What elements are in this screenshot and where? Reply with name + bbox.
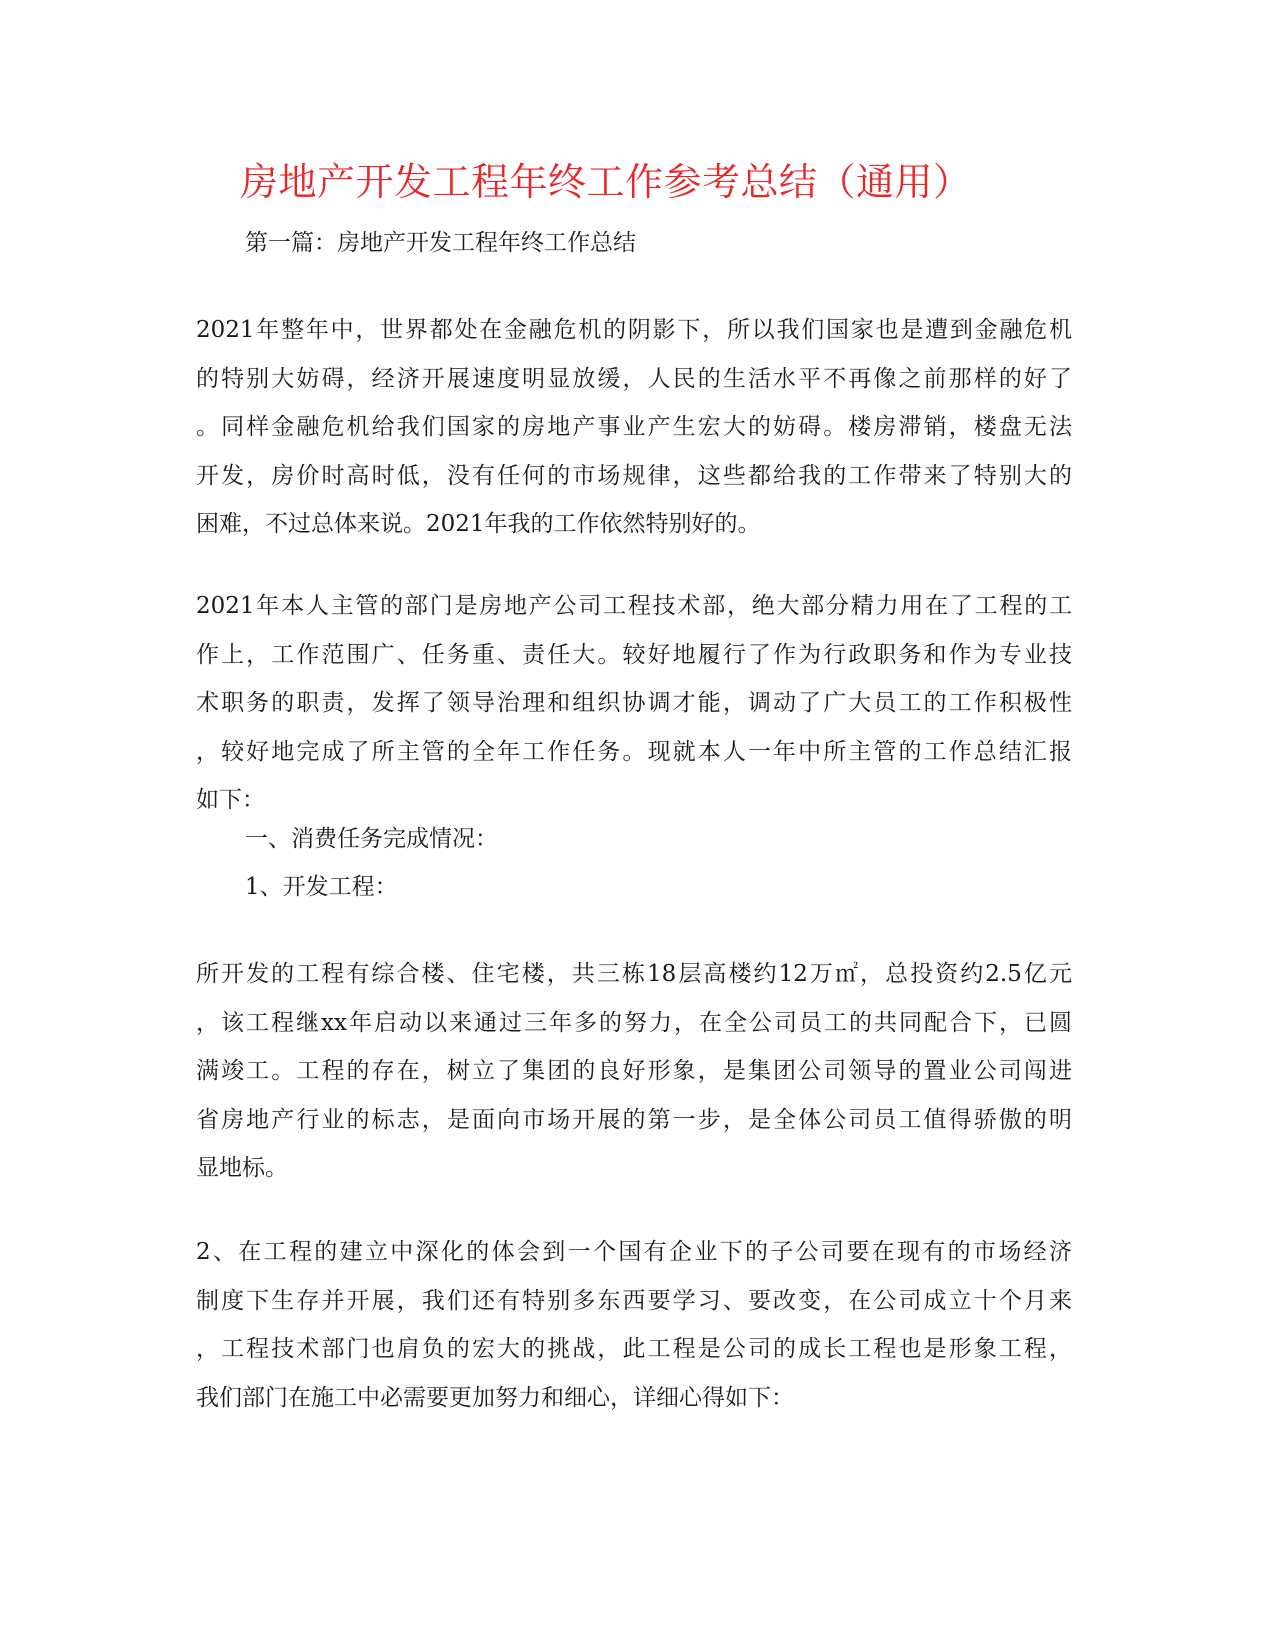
paragraph-line: 满竣工。工程的存在，树立了集团的良好形象，是集团公司领导的置业公司闯进 bbox=[196, 1058, 1072, 1084]
paragraph-line: 2021年本人主管的部门是房地产公司工程技术部，绝大部分精力用在了工程的工 bbox=[196, 593, 1072, 619]
paragraph-line: ，较好地完成了所主管的全年工作任务。现就本人一年中所主管的工作总结汇报 bbox=[196, 738, 1072, 765]
paragraph-line: 我们部门在施工中必需要更加努力和细心，详细心得如下： bbox=[196, 1384, 794, 1411]
paragraph-line: 术职务的职责，发挥了领导治理和组织协调才能，调动了广大员工的工作积极性 bbox=[196, 690, 1072, 716]
paragraph-line: ，该工程继xx年启动以来通过三年多的努力，在全公司员工的共同配合下，已圆 bbox=[196, 1009, 1072, 1036]
paragraph-4 bbox=[196, 1228, 1072, 1422]
paragraph-line: 2021年整年中，世界都处在金融危机的阴影下，所以我们国家也是遭到金融危机 bbox=[196, 317, 1072, 343]
paragraph-line: 开发，房价时高时低，没有任何的市场规律，这些都给我的工作带来了特别大的 bbox=[196, 462, 1072, 489]
paragraph-line: 省房地产行业的标志，是面向市场开展的第一步，是全体公司员工值得骄傲的明 bbox=[196, 1106, 1072, 1133]
paragraph-line: 的特别大妨碍，经济开展速度明显放缓，人民的生活水平不再像之前那样的好了 bbox=[196, 365, 1072, 392]
paragraph-line: ，工程技术部门也肩负的宏大的挑战，此工程是公司的成长工程也是形象工程， bbox=[196, 1336, 1072, 1362]
paragraph-line: 困难，不过总体来说。2021年我的工作依然特别好的。 bbox=[196, 511, 761, 537]
paragraph-line: 2、在工程的建立中深化的体会到一个国有企业下的子公司要在现有的市场经济 bbox=[196, 1239, 1072, 1265]
paragraph-1 bbox=[196, 306, 1072, 549]
paragraph-line: 。同样金融危机给我们国家的房地产事业产生宏大的妨碍。楼房滞销，楼盘无法 bbox=[196, 414, 1072, 440]
paragraph-3 bbox=[196, 950, 1072, 1193]
document-title: 房地产开发工程年终工作参考总结（通用） bbox=[240, 160, 972, 204]
paragraph-line: 制度下生存并开展，我们还有特别多东西要学习、要改变，在公司成立十个月来 bbox=[196, 1287, 1072, 1314]
paragraph-2 bbox=[196, 582, 1072, 825]
document-subtitle: 第一篇：房地产开发工程年终工作总结 bbox=[245, 230, 636, 256]
section-heading-1: 一、消费任务完成情况： bbox=[245, 826, 498, 852]
paragraph-line: 所开发的工程有综合楼、住宅楼，共三栋18层高楼约12万㎡，总投资约2.5亿元 bbox=[196, 961, 1072, 987]
paragraph-line: 如下： bbox=[196, 787, 265, 813]
paragraph-line: 显地标。 bbox=[196, 1155, 288, 1181]
section-heading-2: 1、开发工程： bbox=[245, 874, 398, 900]
paragraph-line: 作上，工作范围广、任务重、责任大。较好地履行了作为行政职务和作为专业技 bbox=[196, 641, 1072, 668]
